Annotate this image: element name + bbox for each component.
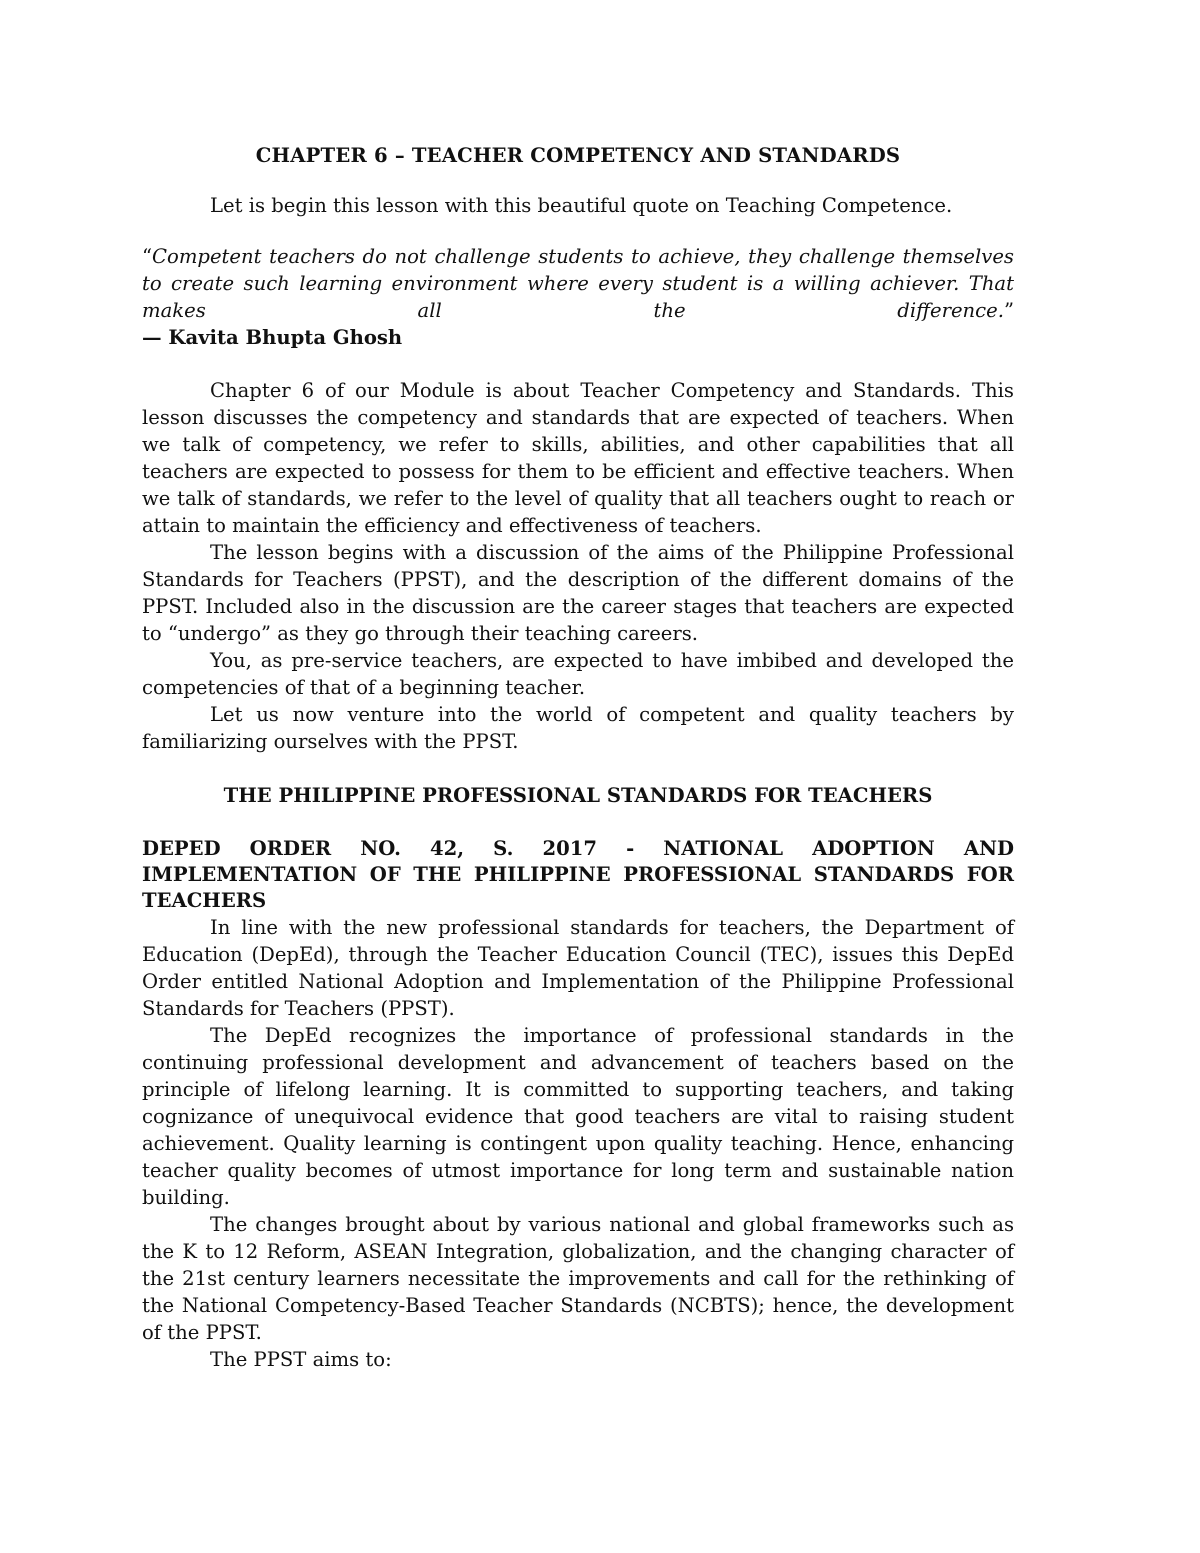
quote-text: Competent teachers do not challenge students to achieve, they challenge themselves to create such learning environment where every student is a willing achiever. That makes all the difference. [142, 245, 1014, 322]
body-paragraph: The DepEd recognizes the importance of professional standards in the continuing professional development and advancement of teachers based on the principle of lifelong learning. It is committed to supporting teachers, and taking cognizance of unequivocal evidence that good teachers are vital to raising student achievement. Quality learning is contingent upon quality teaching. Hence, enhancing teacher quality becomes of utmost importance for long term and sustainable nation building. [142, 1024, 1014, 1209]
intro-sentence: Let is begin this lesson with this beautiful quote on Teaching Competence. [210, 194, 953, 217]
quote-open-mark: “ [142, 245, 153, 268]
quote-close-mark: ” [1003, 299, 1014, 322]
quote-author: — Kavita Bhupta Ghosh [142, 326, 403, 349]
body-paragraph: In line with the new professional standards for teachers, the Department of Education (DepEd), through the Teacher Education Council (TEC), issues this DepEd Order entitled National Adoption and Implementation of the Philippine Professional Standards for Teachers (PPST). [142, 916, 1014, 1020]
body-paragraph: The PPST aims to: [210, 1348, 392, 1371]
quote-block [142, 243, 1014, 324]
document-page [142, 142, 1014, 1373]
body-paragraph: The changes brought about by various national and global frameworks such as the K to 12 Reform, ASEAN Integration, globalization, and the changing character of the 21st century learners necessitate the improvements and call for the rethinking of the National Competency-Based Teacher Standards (NCBTS); hence, the development of the PPST. [142, 1213, 1014, 1344]
chapter-title: CHAPTER 6 – TEACHER COMPETENCY AND STANDARDS [255, 144, 901, 167]
body-paragraph: Chapter 6 of our Module is about Teacher Competency and Standards. This lesson discusses the competency and standards that are expected of teachers. When we talk of competency, we refer to skills, abilities, and other capabilities that all teachers are expected to possess for them to be efficient and effective teachers. When we talk of standards, we refer to the level of quality that all teachers ought to reach or attain to maintain the efficiency and effectiveness of teachers. [142, 379, 1014, 537]
body-paragraph: The lesson begins with a discussion of the aims of the Philippine Professional Standards for Teachers (PPST), and the description of the different domains of the PPST. Included also in the discussion are the career stages that teachers are expected to “undergo” as they go through their teaching careers. [142, 541, 1014, 645]
order-heading: DEPED ORDER NO. 42, S. 2017 - NATIONAL ADOPTION AND IMPLEMENTATION OF THE PHILIPPINE PROFESSIONAL STANDARDS FOR TEACHERS [142, 837, 1014, 912]
section-heading: THE PHILIPPINE PROFESSIONAL STANDARDS FOR TEACHERS [223, 784, 933, 807]
body-paragraph: You, as pre-service teachers, are expected to have imbibed and developed the competencies of that of a beginning teacher. [142, 649, 1014, 699]
body-paragraph: Let us now venture into the world of competent and quality teachers by familiarizing ourselves with the PPST. [142, 703, 1014, 753]
